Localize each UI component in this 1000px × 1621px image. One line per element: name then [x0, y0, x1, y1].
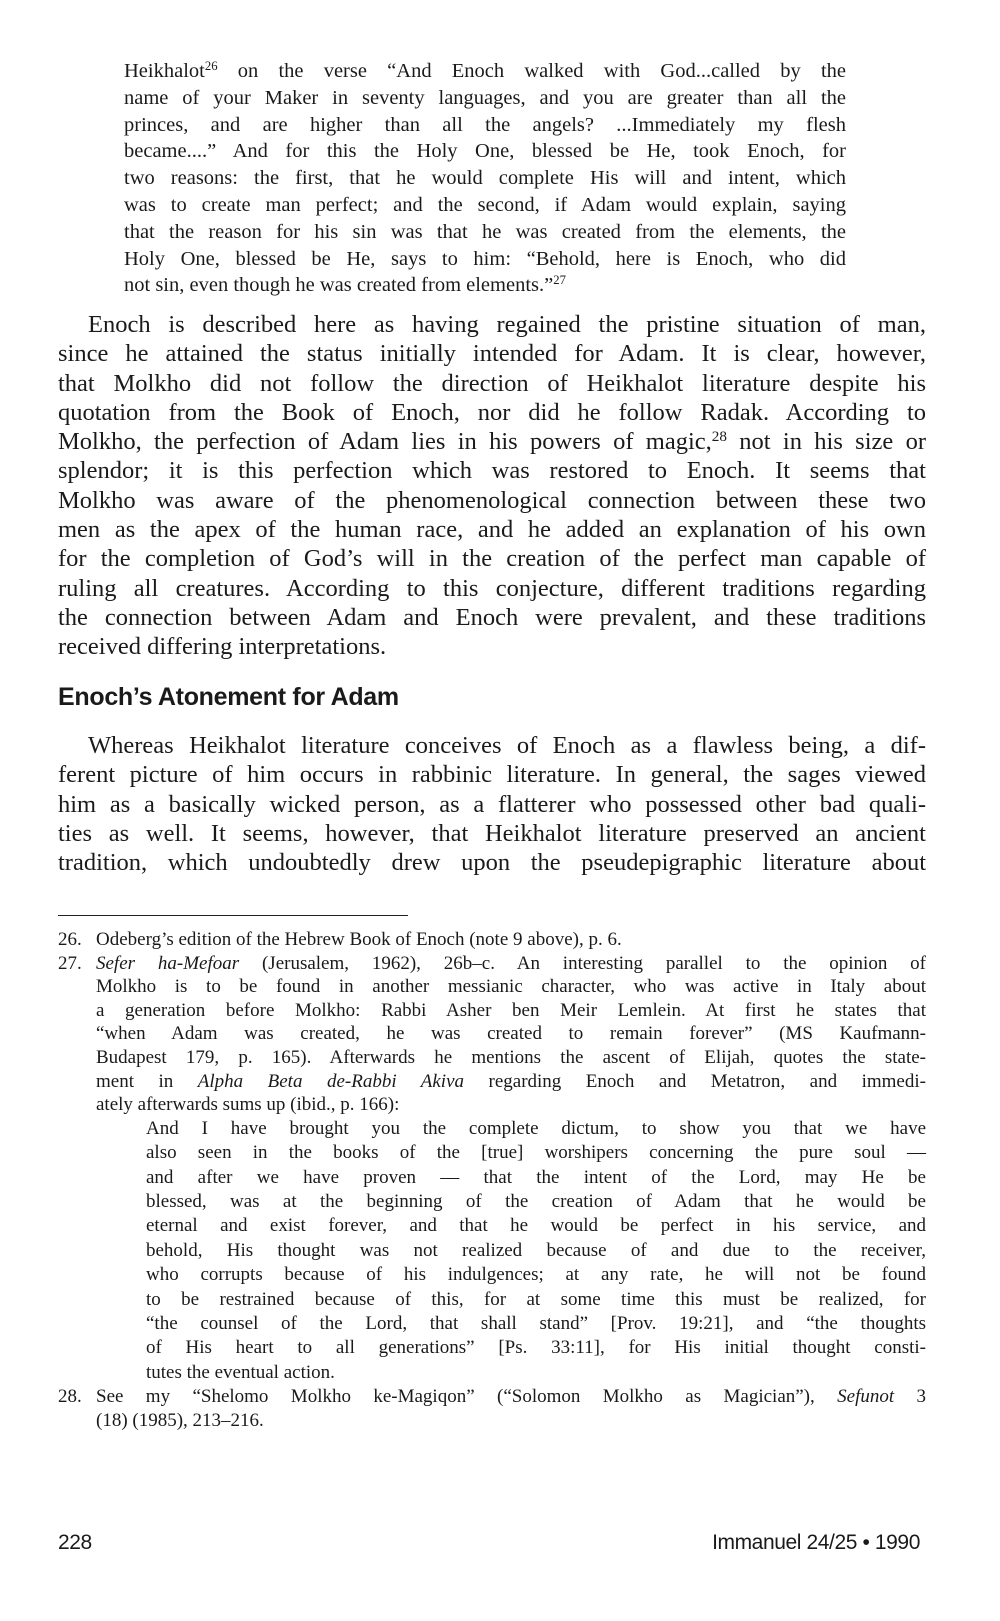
footnote-line: “when Adam was created, he was created to remain forever” (MS Kaufmann-	[96, 1023, 926, 1045]
paragraph-line: Molkho, the perfection of Adam lies in his powers of magic,$^{28}$ not in his size or	[58, 427, 926, 456]
cited-title: Sefunot	[837, 1386, 895, 1408]
footnote-divider	[58, 915, 408, 916]
footnote-number: 26.	[58, 929, 82, 950]
paragraph-line: men as the apex of the human race, and he added an explanation of his own	[58, 516, 926, 544]
footnote-27	[58, 952, 926, 1386]
body-paragraph-2	[58, 731, 926, 877]
paragraph-line: Whereas Heikhalot literature conceives of Enoch as a flawless being, a dif-	[88, 732, 926, 759]
quote-line: became....” And for this the Holy One, blessed be He, took Enoch, for	[124, 140, 846, 163]
block-quote	[124, 58, 846, 299]
quote-line: two reasons: the first, that he would complete His will and intent, which	[124, 167, 846, 190]
footnote-line: See my “Shelomo Molkho ke-Magiqon” (“Solomon Molkho as Magician”), Sefunot 3	[96, 1386, 927, 1408]
footnote-quote-line: and after we have proven — that the intent of the Lord, may He be	[146, 1166, 926, 1188]
page-number: 228	[58, 1531, 92, 1554]
footnote-26	[58, 928, 926, 952]
journal-footer: Immanuel 24/25 • 1990	[712, 1531, 920, 1554]
quote-line: that the reason for his sin was that he was created from the elements, the	[124, 220, 846, 243]
paragraph-line: tradition, which undoubtedly drew upon the pseudepigraphic literature about	[58, 849, 926, 877]
footnote-ref-26[interactable]: 26	[204, 59, 218, 74]
paragraph-line: ferent picture of him occurs in rabbinic literature. In general, the sages viewed	[58, 761, 926, 789]
footnote-quote-line: “the counsel of the Lord, that shall stand” [Prov. 19:21], and “the thoughts	[146, 1313, 926, 1334]
footnote-quote-line: of His heart to all generations” [Ps. 33:11], for His initial thought consti-	[146, 1337, 926, 1359]
paragraph-line: Molkho was aware of the phenomenological connection between these two	[58, 486, 926, 514]
footnote-line: a generation before Molkho: Rabbi Asher ben Meir Lemlein. At first he states that	[96, 999, 926, 1021]
footnote-ref-27[interactable]: 27	[553, 273, 566, 288]
paragraph-line: ruling all creatures. According to this conjecture, different traditions regarding	[58, 574, 926, 602]
footnote-line: Budapest 179, p. 165). Afterwards he mentions the ascent of Elijah, quotes the state-	[96, 1046, 926, 1068]
paragraph-line: Enoch is described here as having regained the pristine situation of man,	[88, 311, 926, 338]
cited-title: Alpha Beta de-Rabbi Akiva	[197, 1070, 465, 1092]
footnote-block-quote	[146, 1117, 926, 1385]
footnote-28	[58, 1385, 926, 1432]
section-heading: Enoch’s Atonement for Adam	[58, 683, 399, 711]
paragraph-line: ties as well. It seems, however, that Heikhalot literature preserved an ancient	[58, 819, 926, 847]
paragraph-line: received differing interpretations.	[58, 633, 387, 661]
footnote-line: (18) (1985), 213–216.	[96, 1409, 264, 1431]
paragraph-line: for the completion of God’s will in the creation of the perfect man capable of	[58, 545, 926, 573]
footnote-line: ately afterwards sums up (ibid., p. 166):	[96, 1094, 400, 1116]
quote-line: not sin, even though he was created from elements.”$^{27}$	[124, 273, 566, 297]
paragraph-line: that Molkho did not follow the direction of Heikhalot literature despite his	[58, 369, 926, 397]
quote-line: Heikhalot$^{26}$ on the verse “And Enoch walked with God...called by the	[124, 59, 846, 82]
paragraph-line: him as a basically wicked person, as a flatterer who possessed other bad quali-	[58, 790, 926, 818]
body-paragraph-1	[58, 310, 926, 662]
footnote-quote-line: And I have brought you the complete dictum, to show you that we have	[146, 1117, 926, 1139]
footnote-number: 27.	[58, 952, 82, 974]
footnote-line: ment in Alpha Beta de-Rabbi Akiva regarding Enoch and Metatron, and immedi-	[96, 1070, 926, 1092]
footnote-quote-line: behold, His thought was not realized because of and due to the receiver,	[146, 1239, 926, 1261]
paragraph-line: the connection between Adam and Enoch were prevalent, and these traditions	[58, 603, 926, 631]
footnote-line: Odeberg’s edition of the Hebrew Book of Enoch (note 9 above), p. 6.	[96, 929, 622, 950]
paragraph-line: splendor; it is this perfection which was restored to Enoch. It seems that	[58, 457, 926, 485]
cited-title: Sefer ha-Mefoar	[96, 952, 240, 974]
footnote-quote-line: blessed, was at the beginning of the creation of Adam that he would be	[146, 1190, 926, 1212]
paragraph-line: since he attained the status initially intended for Adam. It is clear, however,	[58, 340, 926, 368]
footnote-number: 28.	[58, 1386, 82, 1408]
footnote-quote-line: who corrupts because of his indulgences; at any rate, he will not be found	[146, 1264, 926, 1286]
footnote-quote-line: to be restrained because of this, for at some time this must be realized, for	[146, 1288, 926, 1310]
footnote-quote-line: also seen in the books of the [true] worshipers concerning the pure soul —	[146, 1142, 926, 1164]
quote-line: was to create man perfect; and the second, if Adam would explain, saying	[124, 193, 846, 216]
paragraph-line: quotation from the Book of Enoch, nor did he follow Radak. According to	[58, 398, 926, 426]
footnote-quote-line: eternal and exist forever, and that he would be perfect in his service, and	[146, 1215, 926, 1237]
footnote-quote-line: tutes the eventual action.	[146, 1361, 335, 1383]
quote-line: name of your Maker in seventy languages, and you are greater than all the	[124, 86, 846, 109]
quote-line: princes, and are higher than all the angels? ...Immediately my flesh	[124, 113, 846, 136]
footnote-line: Molkho is to be found in another messianic character, who was active in Italy about	[96, 976, 926, 998]
footnotes	[58, 928, 926, 1432]
quote-line: Holy One, blessed be He, says to him: “Behold, here is Enoch, who did	[124, 247, 846, 270]
footnote-line: Sefer ha-Mefoar (Jerusalem, 1962), 26b–c. An interesting parallel to the opinion of	[96, 952, 926, 974]
footnote-ref-28[interactable]: 28	[711, 427, 727, 445]
